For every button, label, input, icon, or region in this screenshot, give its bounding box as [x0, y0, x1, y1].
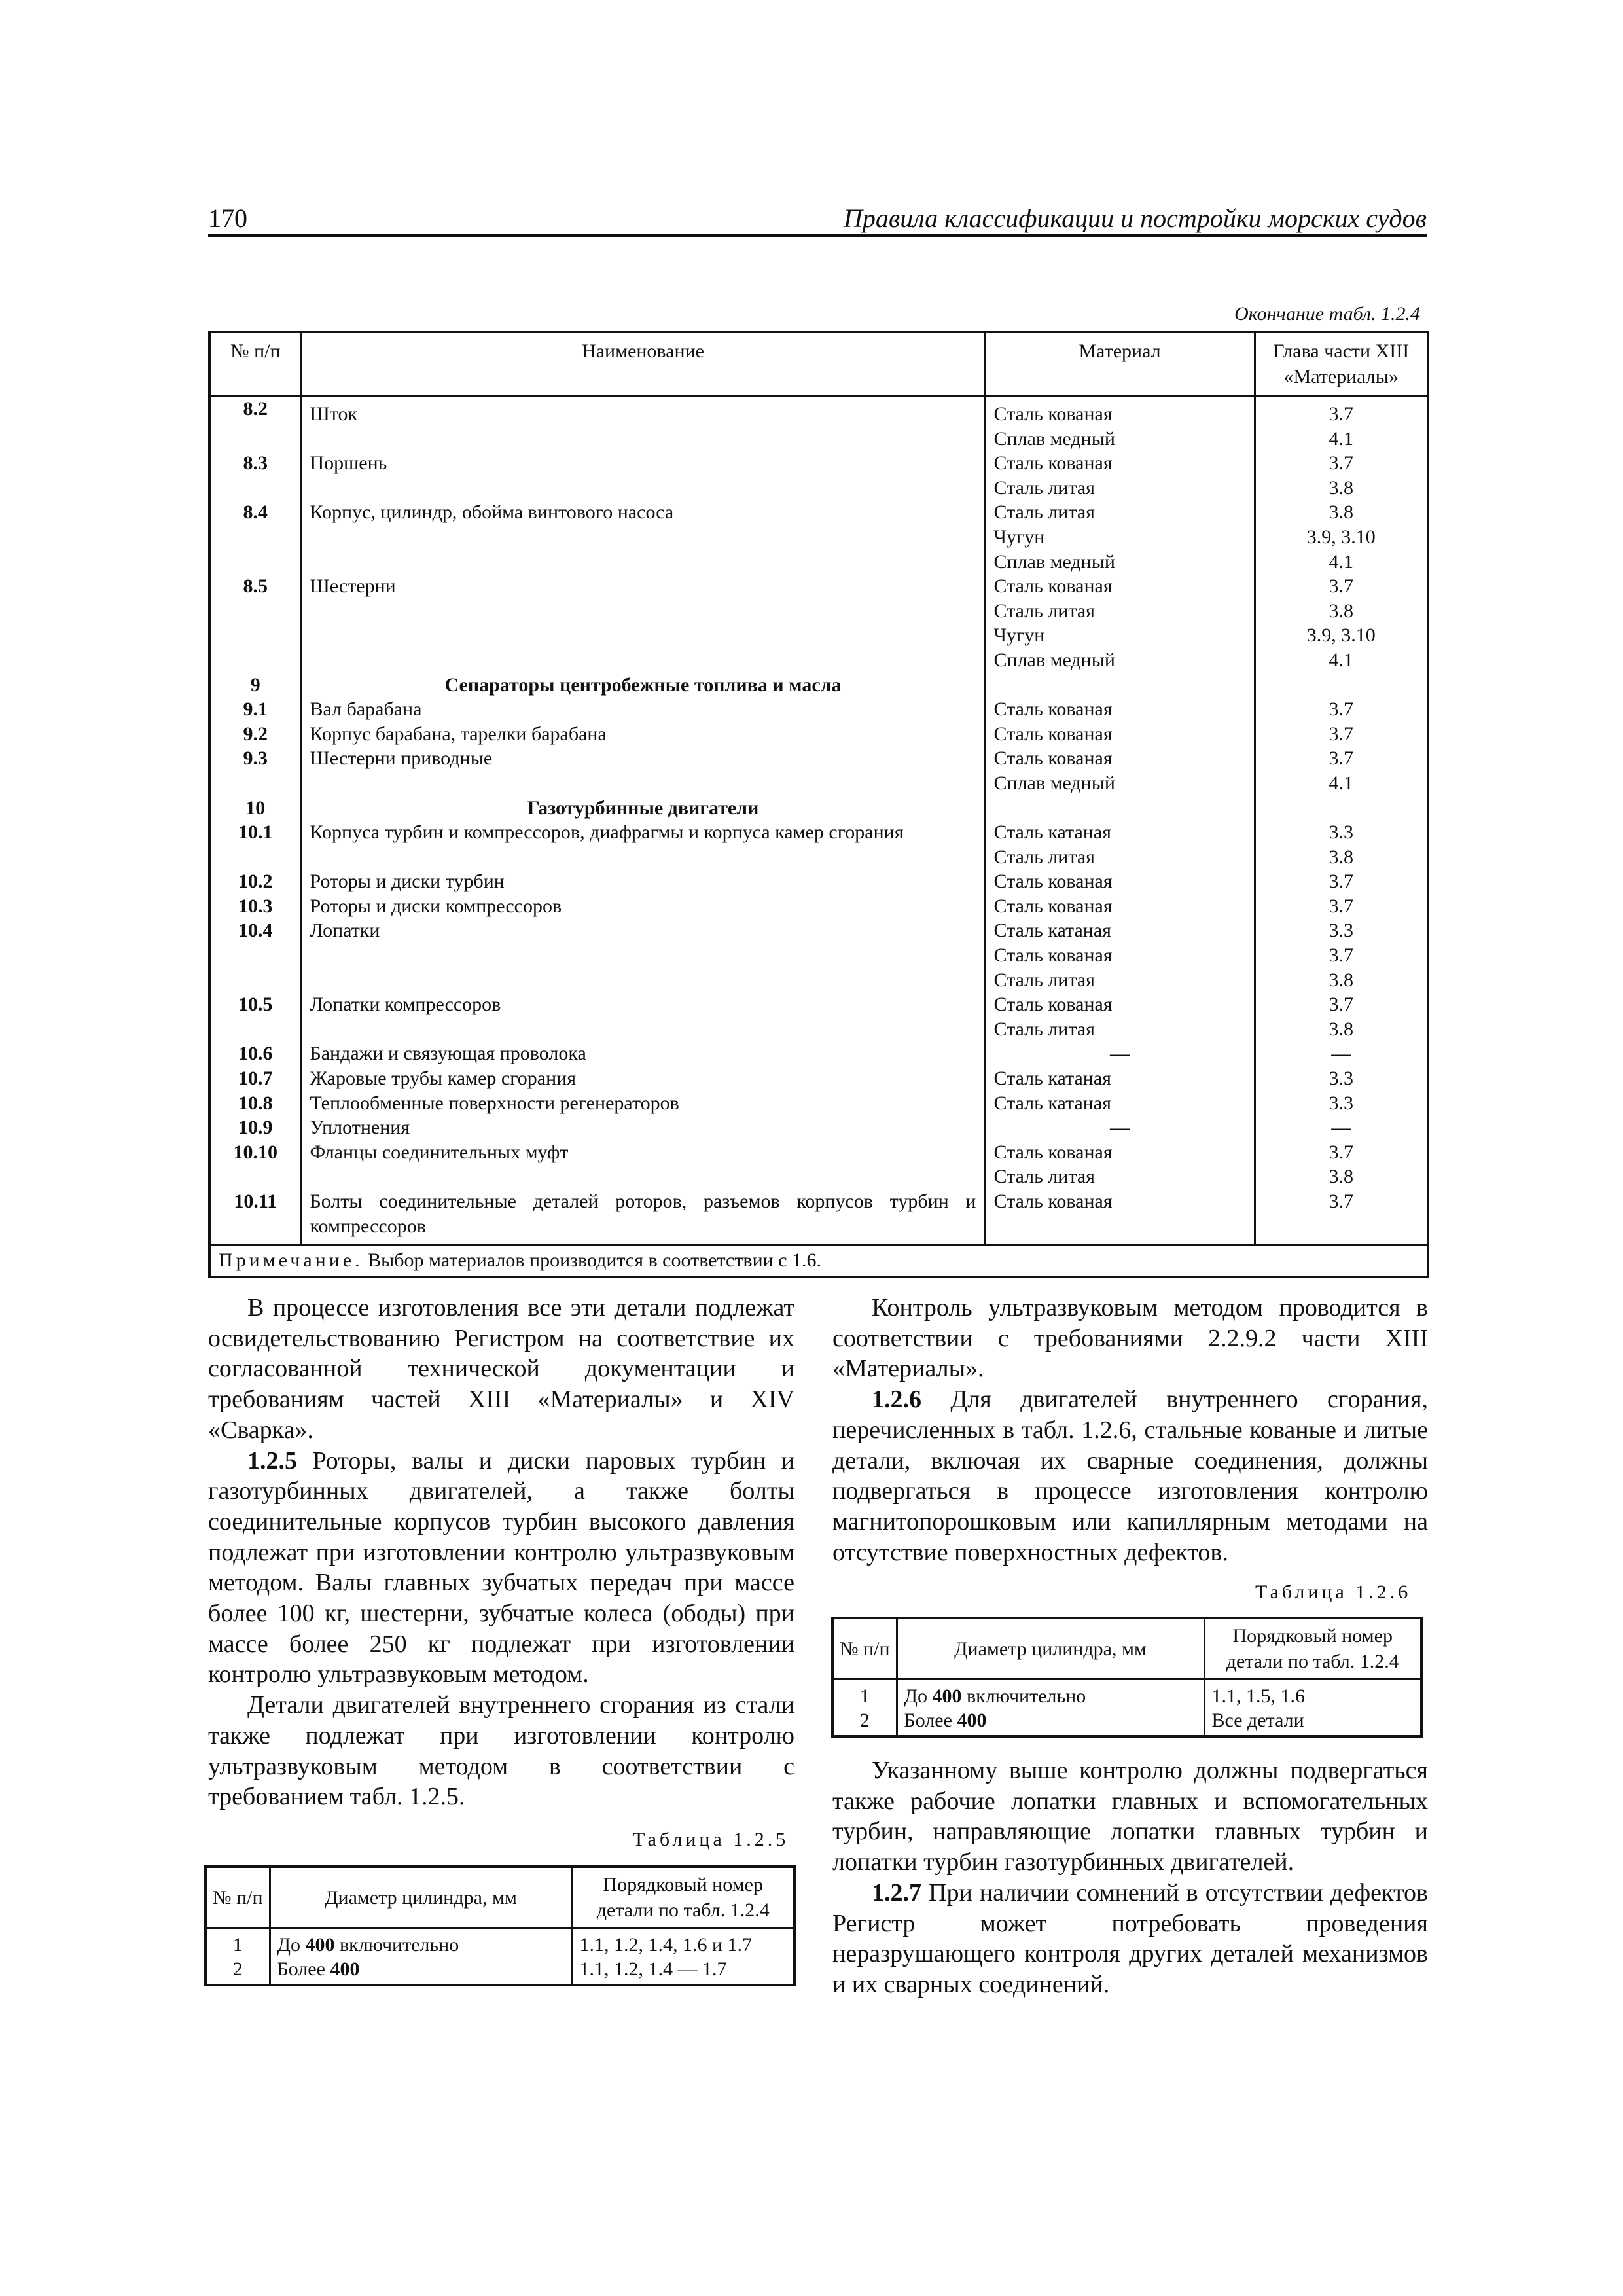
section-row: [209, 796, 1428, 821]
row-number: 10.10: [209, 1140, 301, 1189]
row-chapter: [1255, 746, 1428, 795]
clause-text: При наличии сомнений в отсутствии дефектов Регистр может потребовать проведения неразрушающего контроля других деталей механизмов и их сварных соединений.: [832, 1878, 1428, 1998]
material-item: Сталь кованая: [993, 452, 1113, 475]
row-name: Корпуса турбин и компрессоров, диафрагмы и корпуса камер сгорания: [301, 820, 985, 869]
row-material: [985, 1140, 1255, 1189]
material-item: Сталь кованая: [993, 723, 1113, 745]
row-chapter: [1255, 1189, 1428, 1245]
table-1-2-5-caption: Таблица 1.2.5: [633, 1829, 789, 1850]
row-chapter: [1255, 697, 1428, 722]
row-name: Шток: [301, 396, 985, 452]
paragraph: В процессе изготовления все эти детали подлежат освидетельствованию Регистром на соответствие их согласованной технической документации и требованиям частей XIII «Материалы» и XIV «Сварка».: [208, 1294, 794, 1444]
table-row: [209, 396, 1428, 452]
chapter-item: 3.8: [1329, 501, 1353, 524]
chapter-item: 3.9, 3.10: [1306, 526, 1376, 548]
material-item: Сталь литая: [993, 846, 1095, 868]
header-chapter: Глава части XIII «Материалы»: [1255, 332, 1428, 396]
chapter-item: 3.8: [1329, 476, 1353, 499]
chapter-item: 3.3: [1329, 1092, 1353, 1114]
material-item: Чугун: [993, 624, 1045, 647]
header-rule: [208, 234, 1427, 237]
row-material: [985, 1091, 1255, 1116]
chapter-item: 4.1: [1329, 649, 1353, 671]
row-num: 2: [205, 1957, 270, 1985]
row-chapter: [1255, 1140, 1428, 1189]
row-name: Поршень: [301, 451, 985, 500]
section-title: Газотурбинные двигатели: [301, 796, 985, 821]
row-number: 9.3: [209, 746, 301, 795]
row-chapter: [1255, 796, 1428, 821]
material-item: Сталь литая: [993, 969, 1095, 991]
row-material: [985, 697, 1255, 722]
row-chapter: [1255, 574, 1428, 672]
material-item: Сталь кованая: [993, 403, 1113, 425]
table-row: [209, 1189, 1428, 1245]
chapter-item: 4.1: [1329, 772, 1353, 794]
page-number: 170: [208, 204, 247, 233]
table-row: [209, 894, 1428, 919]
material-item: Сталь катаная: [993, 920, 1111, 942]
row-material: [985, 673, 1255, 698]
material-item: Сталь кованая: [993, 870, 1113, 893]
clause-number: 1.2.7: [872, 1878, 921, 1907]
table-row: [209, 820, 1428, 869]
material-item: Сталь кованая: [993, 747, 1113, 770]
header-diameter: Диаметр цилиндра, мм: [897, 1618, 1204, 1679]
row-number: 9.1: [209, 697, 301, 722]
paragraph-1-2-7: [832, 1878, 1428, 2000]
material-item: Чугун: [993, 526, 1045, 548]
chapter-item: 3.7: [1329, 452, 1353, 475]
material-item: Сталь литая: [993, 476, 1095, 499]
paragraph-1-2-6: [832, 1384, 1428, 1568]
material-item: Сталь катаная: [993, 1067, 1111, 1090]
chapter-item: 3.3: [1329, 920, 1353, 942]
material-item: Сплав медный: [993, 649, 1115, 671]
running-title: Правила классификации и постройки морских судов: [843, 204, 1427, 233]
row-number: 8.4: [209, 500, 301, 574]
table-row: [209, 574, 1428, 672]
chapter-item: 3.7: [1329, 1141, 1353, 1163]
table-row: [209, 1115, 1428, 1140]
row-material: [985, 500, 1255, 574]
row-chapter: [1255, 918, 1428, 992]
material-item: Сталь катаная: [993, 821, 1111, 844]
materials-table: [208, 331, 1429, 1278]
material-item: Сталь кованая: [993, 1141, 1113, 1163]
row-number: 9: [209, 673, 301, 698]
chapter-item: 3.7: [1329, 944, 1353, 967]
row-material: [985, 1115, 1255, 1140]
row-name: Роторы и диски компрессоров: [301, 894, 985, 919]
row-parts: 1.1, 1.2, 1.4 — 1.7: [572, 1957, 794, 1985]
left-text-column: [208, 1293, 794, 1812]
row-chapter: [1255, 1041, 1428, 1066]
row-material: [985, 796, 1255, 821]
material-item: Сталь кованая: [993, 1191, 1113, 1212]
table-row: [832, 1679, 1421, 1709]
table-row: [209, 1140, 1428, 1189]
material-item: —: [1110, 1043, 1130, 1065]
row-diameter: Более 400: [897, 1708, 1204, 1736]
material-item: Сталь литая: [993, 1166, 1095, 1188]
row-material: [985, 746, 1255, 795]
row-material: [985, 1066, 1255, 1091]
chapter-item: 3.8: [1329, 600, 1353, 622]
row-number: 10.3: [209, 894, 301, 919]
row-num: 1: [832, 1679, 897, 1709]
row-number: 10.11: [209, 1189, 301, 1245]
header-num: № п/п: [209, 332, 301, 396]
material-item: —: [1110, 1117, 1130, 1139]
row-chapter: [1255, 992, 1428, 1041]
table-row: [832, 1708, 1421, 1736]
table-note: [209, 1245, 1428, 1277]
row-chapter: [1255, 1115, 1428, 1140]
row-name: Теплообменные поверхности регенераторов: [301, 1091, 985, 1116]
chapter-item: 4.1: [1329, 427, 1353, 450]
row-number: 9.2: [209, 722, 301, 747]
table-row: [209, 1041, 1428, 1066]
table-header-row: [209, 332, 1428, 396]
table-1-2-5: [204, 1865, 796, 1986]
row-chapter: [1255, 1091, 1428, 1116]
chapter-item: —: [1331, 1043, 1351, 1065]
chapter-item: 3.7: [1329, 403, 1353, 425]
table-row: [209, 451, 1428, 500]
clause-number: 1.2.5: [247, 1446, 297, 1475]
row-name: Вал барабана: [301, 697, 985, 722]
chapter-item: 3.8: [1329, 969, 1353, 991]
material-item: Сплав медный: [993, 550, 1115, 573]
table-1-2-5-body: [205, 1928, 794, 1986]
row-name: Бандажи и связующая проволока: [301, 1041, 985, 1066]
row-material: [985, 574, 1255, 672]
row-chapter: [1255, 673, 1428, 698]
row-chapter: [1255, 451, 1428, 500]
row-chapter: [1255, 722, 1428, 747]
table-row: [209, 992, 1428, 1041]
row-material: [985, 992, 1255, 1041]
row-material: [985, 396, 1255, 452]
table-row: [209, 500, 1428, 574]
table-row: [209, 869, 1428, 894]
clause-text: Для двигателей внутреннего сгорания, перечисленных в табл. 1.2.6, стальные кованые и литые детали, включая их сварные соединения, должны подвергаться в процессе изготовления контролю магнитопорошковым или капиллярным методами на отсутствие поверхностных дефектов.: [832, 1386, 1428, 1566]
row-number: 10.9: [209, 1115, 301, 1140]
chapter-item: 3.7: [1329, 723, 1353, 745]
row-material: [985, 451, 1255, 500]
row-number: 10.6: [209, 1041, 301, 1066]
chapter-item: 3.7: [1329, 747, 1353, 770]
material-item: Сталь литая: [993, 600, 1095, 622]
header-parts: Порядковый номер детали по табл. 1.2.4: [1204, 1618, 1421, 1679]
row-material: [985, 722, 1255, 747]
material-item: Сталь катаная: [993, 1092, 1111, 1114]
row-number: 10: [209, 796, 301, 821]
header-parts: Порядковый номер детали по табл. 1.2.4: [572, 1867, 794, 1928]
row-diameter: Более 400: [270, 1957, 572, 1985]
material-item: Сталь литая: [993, 1018, 1095, 1040]
row-material: [985, 918, 1255, 992]
row-name: Лопатки: [301, 918, 985, 992]
chapter-item: 3.7: [1329, 575, 1353, 598]
header-diameter: Диаметр цилиндра, мм: [270, 1867, 572, 1928]
row-material: [985, 820, 1255, 869]
row-material: [985, 1041, 1255, 1066]
chapter-item: 4.1: [1329, 550, 1353, 573]
row-chapter: [1255, 396, 1428, 452]
row-number: 10.2: [209, 869, 301, 894]
row-name: Корпус, цилиндр, обойма винтового насоса: [301, 500, 985, 574]
row-number: 10.7: [209, 1066, 301, 1091]
row-number: 10.8: [209, 1091, 301, 1116]
chapter-item: 3.8: [1329, 846, 1353, 868]
row-number: 8.3: [209, 451, 301, 500]
note-label: Примечание.: [219, 1249, 363, 1272]
chapter-item: 3.7: [1329, 698, 1353, 721]
row-material: [985, 869, 1255, 894]
table-caption-continued: Окончание табл. 1.2.4: [1234, 303, 1420, 325]
row-name: Роторы и диски турбин: [301, 869, 985, 894]
row-num: 2: [832, 1708, 897, 1736]
chapter-item: 3.7: [1329, 994, 1353, 1016]
table-row: [209, 746, 1428, 795]
table-row: [209, 722, 1428, 747]
table-1-2-6-body: [832, 1679, 1421, 1737]
header-name: Наименование: [301, 332, 985, 396]
row-chapter: [1255, 500, 1428, 574]
paragraph-1-2-5: [208, 1446, 794, 1691]
materials-table-body: [209, 396, 1428, 1245]
material-item: Сплав медный: [993, 427, 1115, 450]
row-chapter: [1255, 820, 1428, 869]
chapter-item: 3.8: [1329, 1018, 1353, 1040]
header-num: № п/п: [832, 1618, 897, 1679]
row-number: 10.5: [209, 992, 301, 1041]
material-item: Сталь кованая: [993, 698, 1113, 721]
clause-text: Роторы, валы и диски паровых турбин и газотурбинных двигателей, а также болты соединительные корпусов турбин высокого давления подлежат при изготовлении контролю ультразвуковым методом. Валы главных зубчатых передач при массе более 100 кг, шестерни, зубчатые колеса (ободы) при массе более 250 кг подлежат при изготовлении контролю ультразвуковым методом.: [208, 1446, 794, 1689]
section-title: Сепараторы центробежные топлива и масла: [301, 673, 985, 698]
row-number: 10.4: [209, 918, 301, 992]
row-name: Уплотнения: [301, 1115, 985, 1140]
table-row: [209, 918, 1428, 992]
table-header-row: [832, 1618, 1421, 1679]
chapter-item: —: [1331, 1117, 1351, 1139]
chapter-item: 3.3: [1329, 821, 1353, 844]
clause-number: 1.2.6: [872, 1386, 921, 1414]
table-row: [205, 1928, 794, 1958]
paragraph: Детали двигателей внутреннего сгорания из стали также подлежат при изготовлении контролю ультразвуковым методом в соответствии с требованием табл. 1.2.5.: [208, 1691, 794, 1811]
row-num: 1: [205, 1928, 270, 1958]
row-diameter: До 400 включительно: [897, 1679, 1204, 1709]
note-text: Выбор материалов производится в соответствии с 1.6.: [368, 1249, 822, 1272]
chapter-item: 3.7: [1329, 895, 1353, 917]
row-chapter: [1255, 869, 1428, 894]
row-number: 10.1: [209, 820, 301, 869]
table-row: [209, 1066, 1428, 1091]
row-parts: 1.1, 1.5, 1.6: [1204, 1679, 1421, 1709]
row-name: Шестерни: [301, 574, 985, 672]
chapter-item: 3.3: [1329, 1067, 1353, 1090]
row-name: Болты соединительные деталей роторов, разъемов корпусов турбин и компрессоров: [301, 1189, 985, 1245]
row-number: 8.2: [209, 396, 301, 452]
material-item: Сплав медный: [993, 772, 1115, 794]
chapter-item: 3.7: [1329, 870, 1353, 893]
row-name: Шестерни приводные: [301, 746, 985, 795]
chapter-item: 3.7: [1329, 1191, 1353, 1212]
table-1-2-6-caption: Таблица 1.2.6: [1255, 1581, 1412, 1603]
row-material: [985, 1189, 1255, 1245]
header-material: Материал: [985, 332, 1255, 396]
paragraph: Указанному выше контролю должны подвергаться также рабочие лопатки главных и вспомогательных турбин, направляющие лопатки главных турбин и лопатки турбин газотурбинных двигателей.: [832, 1757, 1428, 1876]
table-row: [209, 1091, 1428, 1116]
material-item: Сталь кованая: [993, 575, 1113, 598]
row-parts: 1.1, 1.2, 1.4, 1.6 и 1.7: [572, 1928, 794, 1958]
row-material: [985, 894, 1255, 919]
row-name: Корпус барабана, тарелки барабана: [301, 722, 985, 747]
row-chapter: [1255, 1066, 1428, 1091]
table-header-row: [205, 1867, 794, 1928]
table-note-row: [209, 1245, 1428, 1277]
row-number: 8.5: [209, 574, 301, 672]
material-item: Сталь кованая: [993, 944, 1113, 967]
chapter-item: 3.8: [1329, 1166, 1353, 1188]
material-item: Сталь кованая: [993, 895, 1113, 917]
row-diameter: До 400 включительно: [270, 1928, 572, 1958]
table-row: [209, 697, 1428, 722]
table-1-2-6: [831, 1617, 1423, 1738]
material-item: Сталь литая: [993, 501, 1095, 524]
row-chapter: [1255, 894, 1428, 919]
row-name: Фланцы соединительных муфт: [301, 1140, 985, 1189]
right-text-column-bottom: [832, 1755, 1428, 2000]
paragraph: Контроль ультразвуковым методом проводится в соответствии с требованиями 2.2.9.2 части XIII «Материалы».: [832, 1294, 1428, 1383]
right-text-column: [832, 1293, 1428, 1568]
section-row: [209, 673, 1428, 698]
row-name: Жаровые трубы камер сгорания: [301, 1066, 985, 1091]
row-parts: Все детали: [1204, 1708, 1421, 1736]
header-num: № п/п: [205, 1867, 270, 1928]
table-row: [205, 1957, 794, 1985]
material-item: Сталь кованая: [993, 994, 1113, 1016]
row-name: Лопатки компрессоров: [301, 992, 985, 1041]
chapter-item: 3.9, 3.10: [1306, 624, 1376, 647]
